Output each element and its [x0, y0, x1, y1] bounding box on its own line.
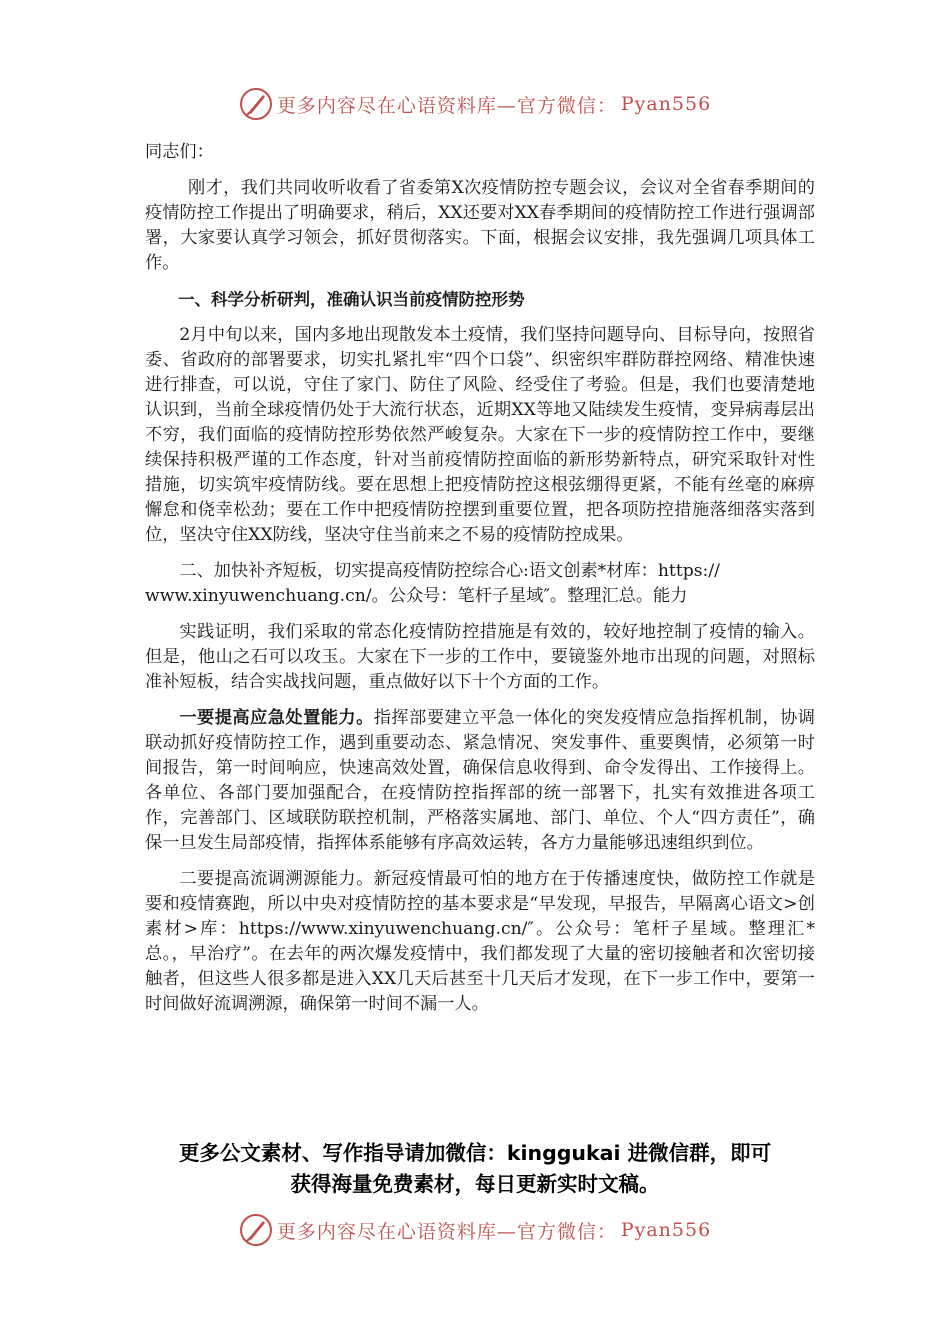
salutation: 同志们： — [145, 142, 214, 162]
footer-banner-wechat-id: Pyan556 — [620, 1219, 712, 1241]
quill-logo-icon — [239, 87, 273, 121]
intro-paragraph: 刚才，我们共同收听收看了省委第X次疫情防控专题会议，会议对全省春季期间的疫情防控工作提出了明确要求，稍后，XX还要对XX春季期间的疫情防控工作进行强调部署，大家要认真学习领会，抓好贯彻落实。下面，根据会议安排，我先强调几项具体工作。 — [145, 178, 815, 273]
section-heading-1: 一、科学分析研判，准确认识当前疫情防控形势 — [178, 290, 525, 309]
document-body — [145, 140, 815, 1017]
footer-note — [0, 1138, 950, 1200]
section-heading-2-line1: 二、加快补齐短板，切实提高疫情防控综合心:语文创素*材库：https:// — [179, 561, 720, 581]
section-heading-2-line2: www.xinyuwenchuang.cn/。公众号：笔杆子星域″。整理汇总。能力 — [145, 586, 688, 606]
paragraph-1: 2月中旬以来，国内多地出现散发本土疫情，我们坚持问题导向、目标导向，按照省委、省政府的部署要求，切实扎紧扎牢“四个口袋”、织密织牢群防群控网络、精准快速进行排查，可以说，守住了家门、防住了风险、经受住了考验。但是，我们也要清楚地认识到，当前全球疫情仍处于大流行状态，近期XX等地又陆续发生疫情，变异病毒层出不穷，我们面临的疫情防控形势依然严峻复杂。大家在下一步的疫情防控工作中，要继续保持积极严谨的工作态度，针对当前疫情防控面临的新形势新特点，研究采取针对性措施，切实筑牢疫情防线。要在思想上把疫情防控这根弦绷得更紧，不能有丝毫的麻痹懈怠和侥幸松劲；要在工作中把疫情防控摆到重要位置，把各项防控措施落细落实落到位，坚决守住XX防线，坚决守住当前来之不易的疫情防控成果。 — [145, 325, 815, 545]
footer-note-line2: 获得海量免费素材，每日更新实时文稿。 — [290, 1172, 660, 1196]
paragraph-2: 实践证明，我们采取的常态化疫情防控措施是有效的，较好地控制了疫情的输入。但是，他山之石可以攻玉。大家在下一步的工作中，要镜鉴外地市出现的问题，对照标准补短板，结合实战找问题，重点做好以下十个方面的工作。 — [145, 622, 815, 692]
banner-text: 更多内容尽在心语资料库—官方微信： — [276, 94, 617, 117]
header-banner — [0, 84, 950, 124]
paragraph-3-lead: 一要提高应急处置能力。 — [179, 708, 374, 728]
footer-banner — [0, 1210, 950, 1250]
banner-wechat-id: Pyan556 — [620, 93, 712, 115]
paragraph-3-rest: 指挥部要建立平急一体化的突发疫情应急指挥机制，协调联动抓好疫情防控工作，遇到重要动态、紧急情况、突发事件、重要舆情，必须第一时间报告，第一时间响应，快速高效处置，确保信息收得到、命令发得出、工作接得上。各单位、各部门要加强配合，在疫情防控指挥部的统一部署下，扎实有效推进各项工作，完善部门、区域联防联控机制，严格落实属地、部门、单位、个人“四方责任”，确保一旦发生局部疫情，指挥体系能够有序高效运转，各方力量能够迅速组织到位。 — [145, 708, 815, 853]
footer-banner-text: 更多内容尽在心语资料库—官方微信： — [276, 1220, 617, 1243]
quill-logo-icon — [239, 1213, 273, 1247]
footer-note-line1: 更多公文素材、写作指导请加微信：kinggukai 进微信群，即可 — [178, 1141, 772, 1165]
paragraph-4: 二要提高流调溯源能力。新冠疫情最可怕的地方在于传播速度快，做防控工作就是要和疫情赛跑，所以中央对疫情防控的基本要求是“早发现，早报告，早隔离心语文>创素材>库：https://www.xinyuwenchuang.cn/″。公众号：笔杆子星域。整理汇*总。，早治疗”。在去年的两次爆发疫情中，我们都发现了大量的密切接触者和次密切接触者，但这些人很多都是进入XX几天后甚至十几天后才发现，在下一步工作中，要第一时间做好流调溯源，确保第一时间不漏一人。 — [145, 869, 815, 1014]
paragraph-3 — [145, 706, 815, 856]
